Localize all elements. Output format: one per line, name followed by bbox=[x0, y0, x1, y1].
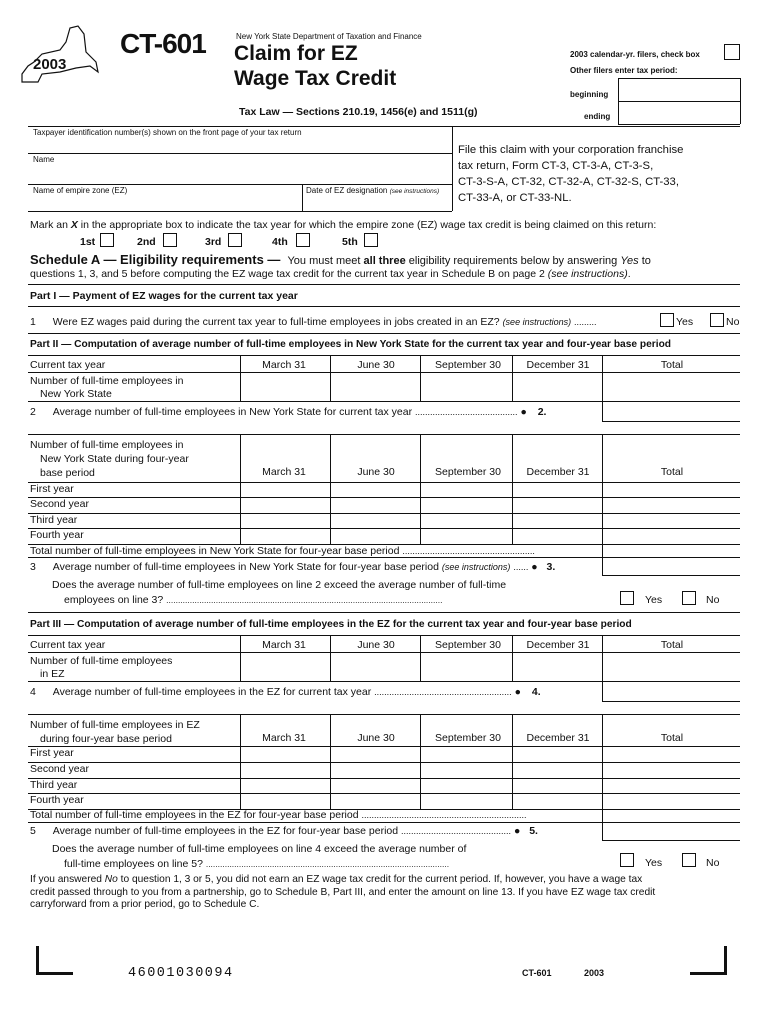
empire-zone-label: Name of empire zone (EZ) bbox=[33, 186, 128, 195]
base-year-label: Fourth year bbox=[30, 529, 84, 541]
total-nys-base-input[interactable] bbox=[604, 545, 738, 556]
corner-mark-right bbox=[690, 946, 727, 975]
quarter-header: March 31 bbox=[262, 466, 306, 478]
total-header: Total bbox=[660, 732, 684, 744]
quarter-header: June 30 bbox=[357, 639, 395, 651]
empire-zone-input[interactable] bbox=[30, 195, 300, 209]
tax-year: 2003 bbox=[33, 56, 67, 73]
question-5-yes-checkbox[interactable] bbox=[620, 853, 634, 867]
total-ez-base-input[interactable] bbox=[604, 810, 738, 821]
total-header: Total bbox=[660, 639, 684, 651]
schedule-a-intro: questions 1, 3, and 5 before computing the EZ wage tax credit for the current tax year in Schedule B on page 2 (see instructions). bbox=[30, 268, 631, 280]
question-1-yes-label: Yes bbox=[676, 316, 694, 328]
question-5-no-checkbox[interactable] bbox=[682, 853, 696, 867]
tax-year-option-label: 5th bbox=[342, 236, 358, 248]
footer-year: 2003 bbox=[584, 968, 605, 978]
ineligibility-note: If you answered No to question 1, 3 or 5, you did not earn an EZ wage tax credit for the current period. If, however, you have a wage tax credit passed through to you from a partnership, go to Schedule B, Part III, and enter the amount on line 13. If you have EZ wage tax credit carryforward from a prior period, go to Schedule C. bbox=[30, 874, 656, 910]
line-2-input[interactable] bbox=[604, 403, 738, 420]
quarter-header: December 31 bbox=[526, 639, 590, 651]
base-period-ez-label: Number of full-time employees in EZ during four-year base period bbox=[30, 719, 200, 745]
part3-heading: Part III — Computation of average number of full-time employees in the EZ for the current tax year and four-year base period bbox=[30, 619, 632, 630]
tax-year-3rd-checkbox[interactable] bbox=[228, 233, 242, 247]
total-ez-base-line: Total number of full-time employees in the EZ for four-year base period .................................................................. bbox=[30, 809, 527, 821]
base-year-label: Third year bbox=[30, 514, 78, 526]
fte-nys-label: Number of full-time employees in New York State bbox=[30, 375, 184, 400]
line-2: 2 Average number of full-time employees in New York State for current tax year ......................................... ● 2. bbox=[30, 406, 547, 418]
current-tax-year-label: Current tax year bbox=[30, 639, 106, 651]
quarter-header: December 31 bbox=[526, 732, 590, 744]
tax-law-reference: Tax Law — Sections 210.19, 1456(e) and 1511(g) bbox=[239, 106, 478, 118]
filing-instruction: File this claim with your corporation franchise tax return, Form CT-3, CT-3-A, CT-3-S, CT-3-S-A, CT-32, CT-32-A, CT-32-S, CT-33, CT-33-A, or CT-33-NL. bbox=[458, 144, 684, 204]
quarter-header: December 31 bbox=[526, 359, 590, 371]
fte-ez-total-input[interactable] bbox=[604, 654, 738, 680]
fte-ez-june-input[interactable] bbox=[332, 654, 418, 680]
quarter-header: September 30 bbox=[435, 732, 501, 744]
base-period-nys-label: Number of full-time employees in New York State during four-year base period bbox=[30, 439, 189, 479]
tax-year-option-label: 4th bbox=[272, 236, 288, 248]
quarter-header: September 30 bbox=[435, 359, 501, 371]
fte-nys-december-input[interactable] bbox=[514, 374, 600, 400]
fte-ez-label: Number of full-time employees in EZ bbox=[30, 655, 173, 680]
base-year-label: First year bbox=[30, 747, 74, 759]
fte-ez-december-input[interactable] bbox=[514, 654, 600, 680]
line-5-input[interactable] bbox=[604, 824, 738, 839]
total-header: Total bbox=[660, 359, 684, 371]
line-3-input[interactable] bbox=[604, 559, 738, 574]
question-3-no-checkbox[interactable] bbox=[682, 591, 696, 605]
question-3: Does the average number of full-time employees on line 2 exceed the average number of full-time employees on line 3? ..................................................................................................................... bbox=[52, 579, 507, 606]
base-year-label: Fourth year bbox=[30, 794, 84, 806]
fte-ez-march-input[interactable] bbox=[242, 654, 328, 680]
base-year-label: First year bbox=[30, 483, 74, 495]
quarter-header: September 30 bbox=[435, 466, 501, 478]
question-3-yes-checkbox[interactable] bbox=[620, 591, 634, 605]
question-5-yes-label: Yes bbox=[645, 857, 663, 869]
period-beginning-input[interactable] bbox=[620, 80, 738, 100]
name-label: Name bbox=[33, 155, 55, 164]
part1-heading: Part I — Payment of EZ wages for the current tax year bbox=[30, 290, 298, 302]
designation-date-label: Date of EZ designation (see instructions) bbox=[306, 186, 440, 195]
tax-year-option-label: 2nd bbox=[137, 236, 156, 248]
other-filers-label: Other filers enter tax period: bbox=[570, 66, 678, 75]
designation-date-input[interactable] bbox=[304, 195, 450, 209]
fte-nys-september-input[interactable] bbox=[422, 374, 510, 400]
footer-form-number: CT-601 bbox=[522, 968, 552, 978]
base-year-label: Second year bbox=[30, 763, 89, 775]
quarter-header: March 31 bbox=[262, 732, 306, 744]
tax-year-option-label: 3rd bbox=[205, 236, 222, 248]
line-4: 4 Average number of full-time employees in the EZ for current tax year ....................................................... ● 4. bbox=[30, 686, 541, 698]
tax-year-4th-checkbox[interactable] bbox=[296, 233, 310, 247]
department-name: New York State Department of Taxation and Finance bbox=[236, 32, 422, 41]
quarter-header: December 31 bbox=[526, 466, 590, 478]
question-1-no-label: No bbox=[726, 316, 740, 328]
corner-mark-left bbox=[36, 946, 73, 975]
taxpayer-id-input[interactable] bbox=[30, 138, 450, 152]
name-input[interactable] bbox=[30, 165, 450, 183]
question-1-no-checkbox[interactable] bbox=[710, 313, 724, 327]
new-york-state-map-icon bbox=[20, 22, 100, 84]
question-3-yes-label: Yes bbox=[645, 594, 663, 606]
quarter-header: March 31 bbox=[262, 359, 306, 371]
quarter-header: June 30 bbox=[357, 359, 395, 371]
part2-heading: Part II — Computation of average number of full-time employees in New York State for the current tax year and four-year base period bbox=[30, 339, 672, 350]
calendar-year-label: 2003 calendar-yr. filers, check box bbox=[570, 50, 700, 59]
question-5-no-label: No bbox=[706, 857, 720, 869]
quarter-header: March 31 bbox=[262, 639, 306, 651]
line-5: 5 Average number of full-time employees in the EZ for four-year base period ............................................ ● 5. bbox=[30, 825, 538, 837]
calendar-year-checkbox[interactable] bbox=[724, 44, 740, 60]
mark-instruction: Mark an X in the appropriate box to indicate the tax year for which the empire zone (EZ) wage tax credit is being claimed on this return: bbox=[30, 219, 657, 231]
tax-year-5th-checkbox[interactable] bbox=[364, 233, 378, 247]
question-1-yes-checkbox[interactable] bbox=[660, 313, 674, 327]
line-3: 3 Average number of full-time employees in New York State for four-year base period (see instructions) ...... ● 3. bbox=[30, 561, 556, 573]
beginning-label: beginning bbox=[570, 90, 609, 99]
question-3-no-label: No bbox=[706, 594, 720, 606]
fte-nys-total-input[interactable] bbox=[604, 374, 738, 400]
period-ending-input[interactable] bbox=[620, 103, 738, 123]
total-header: Total bbox=[660, 466, 684, 478]
form-number: CT-601 bbox=[120, 28, 206, 59]
quarter-header: September 30 bbox=[435, 639, 501, 651]
current-tax-year-label: Current tax year bbox=[30, 359, 106, 371]
tax-year-1st-checkbox[interactable] bbox=[100, 233, 114, 247]
form-title-line1: Claim for EZ bbox=[234, 42, 358, 65]
ending-label: ending bbox=[584, 112, 611, 121]
tax-year-option-label: 1st bbox=[80, 236, 96, 248]
fte-ez-september-input[interactable] bbox=[422, 654, 510, 680]
quarter-header: June 30 bbox=[357, 732, 395, 744]
taxpayer-id-label: Taxpayer identification number(s) shown on the front page of your tax return bbox=[33, 128, 302, 137]
question-5: Does the average number of full-time employees on line 4 exceed the average number of full-time employees on line 5? ....................................................................................................... bbox=[52, 843, 467, 870]
fte-nys-june-input[interactable] bbox=[332, 374, 418, 400]
scan-code: 46001030094 bbox=[128, 966, 234, 981]
schedule-a-heading: Schedule A — Eligibility requirements — You must meet all three eligibility requirements below by answering Yes to bbox=[30, 252, 651, 267]
form-title-line2: Wage Tax Credit bbox=[234, 67, 397, 90]
line-4-input[interactable] bbox=[604, 683, 738, 700]
tax-year-2nd-checkbox[interactable] bbox=[163, 233, 177, 247]
base-year-label: Third year bbox=[30, 779, 78, 791]
base-year-label: Second year bbox=[30, 498, 89, 510]
fte-nys-march-input[interactable] bbox=[242, 374, 328, 400]
quarter-header: June 30 bbox=[357, 466, 395, 478]
question-1: 1 Were EZ wages paid during the current tax year to full-time employees in jobs created in an EZ? (see instructions) ......... bbox=[30, 316, 597, 328]
total-nys-base-line: Total number of full-time employees in New York State for four-year base period ..................................................... bbox=[30, 545, 535, 557]
